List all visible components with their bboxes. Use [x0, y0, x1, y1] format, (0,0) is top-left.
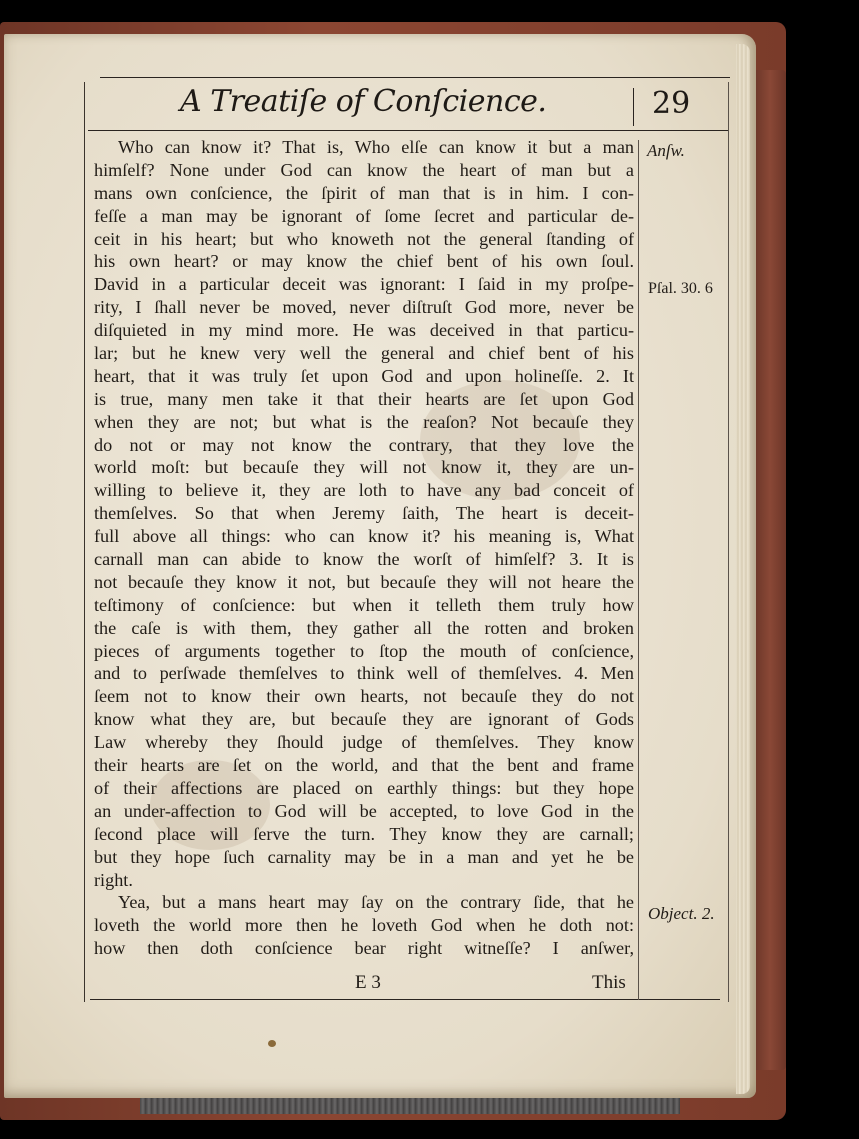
text-line: an under-affection to God will be accepted, to love God in the: [94, 800, 634, 821]
text-line: mans own conſcience, the ſpirit of man that is in him. I con-: [94, 182, 634, 203]
text-line: pieces of arguments together to ſtop the mouth of conſcience,: [94, 640, 634, 661]
text-line: Yea, but a mans heart may ſay on the contrary ſide, that he: [118, 892, 634, 913]
text-line: do not or may not know the contrary, that they love the: [94, 434, 634, 455]
text-line: feſſe a man may be ignorant of ſome ſecret and particular de-: [94, 205, 634, 226]
catchword: This: [592, 972, 626, 993]
text-line: but they hope ſuch carnality may be in a man and yet he be: [94, 846, 634, 867]
text-line: ſecond place will ſerve the turn. They know they are carnall;: [94, 823, 634, 844]
margin-note-answer: Anſw.: [647, 141, 685, 160]
bottom-rule: [90, 999, 720, 1000]
text-line: full above all things: who can know it? his meaning is, What: [94, 526, 634, 547]
signature-mark: E 3: [355, 972, 381, 993]
running-title: A Treatiſe of Conſcience.: [180, 84, 547, 119]
text-line: of their affections are placed on earthly things: but they hope: [94, 777, 634, 798]
text-line: world moſt: but becauſe they will not know it, they are un-: [94, 457, 634, 478]
page-edges: [736, 44, 750, 1094]
text-line: right.: [94, 869, 133, 890]
text-line: when they are not; but what is the reaſon? Not becauſe they: [94, 411, 634, 432]
text-line: ſeem not to know their own hearts, not becauſe they do not: [94, 686, 634, 707]
text-line: Who can know it? That is, Who elſe can know it but a man: [118, 137, 634, 157]
text-line: is true, many men take it that their hearts are ſet upon God: [94, 388, 634, 409]
text-line: know what they are, but becauſe they are ignorant of Gods: [94, 709, 634, 730]
text-line: diſquieted in my mind more. He was deceived in that particu-: [94, 320, 634, 341]
margin-note-objection: Object. 2.: [648, 904, 715, 923]
text-line: willing to believe it, they are loth to have any bad conceit of: [94, 480, 634, 501]
text-line: David in a particular deceit was ignorant: I ſaid in my proſpe-: [94, 274, 634, 295]
left-frame-rule: [84, 82, 85, 1002]
body-text: [94, 136, 634, 960]
text-line: himſelf? None under God can know the heart of man but a: [94, 159, 634, 180]
header-rule: [88, 130, 728, 131]
text-line: and to perſwade themſelves to think well of themſelves. 4. Men: [94, 663, 634, 684]
text-line: their hearts are ſet on the world, and that the bent and frame: [94, 755, 634, 776]
ink-blot: [268, 1040, 276, 1047]
top-rule: [100, 77, 730, 78]
text-line: teſtimony of conſcience: but when it telleth them truly how: [94, 594, 634, 615]
text-line: Law whereby they ſhould judge of themſelves. They know: [94, 732, 634, 753]
page-number: 29: [652, 86, 691, 121]
margin-note-psalm-reference: Pſal. 30. 6: [648, 280, 713, 297]
text-line: not becauſe they know it not, but becauſe they will not heare the: [94, 571, 634, 592]
margin-rule: [638, 140, 639, 1000]
text-line: lar; but he knew very well the general and chief bent of his: [94, 343, 634, 364]
text-line: loveth the world more then he loveth God when he doth not:: [94, 915, 634, 936]
text-line: themſelves. So that when Jeremy ſaith, The heart is deceit-: [94, 503, 634, 524]
text-line: his own heart? or may know the chief bent of his own ſoul.: [94, 251, 634, 272]
text-line: how then doth conſcience bear right witneſſe? I anſwer,: [94, 938, 634, 959]
text-line: the caſe is with them, they gather all the rotten and broken: [94, 617, 634, 638]
folio-divider: [633, 88, 634, 126]
text-line: carnall man can abide to know the worſt of himſelf? 3. It is: [94, 549, 634, 570]
text-line: rity, I ſhall never be moved, never diſtruſt God more, never be: [94, 297, 634, 318]
right-frame-rule: [728, 82, 729, 1002]
text-line: heart, that it was truly ſet upon God and upon holineſſe. 2. It: [94, 365, 634, 386]
text-line: ceit in his heart; but who knoweth not the general ſtanding of: [94, 228, 634, 249]
binding-edge: [140, 1096, 680, 1114]
